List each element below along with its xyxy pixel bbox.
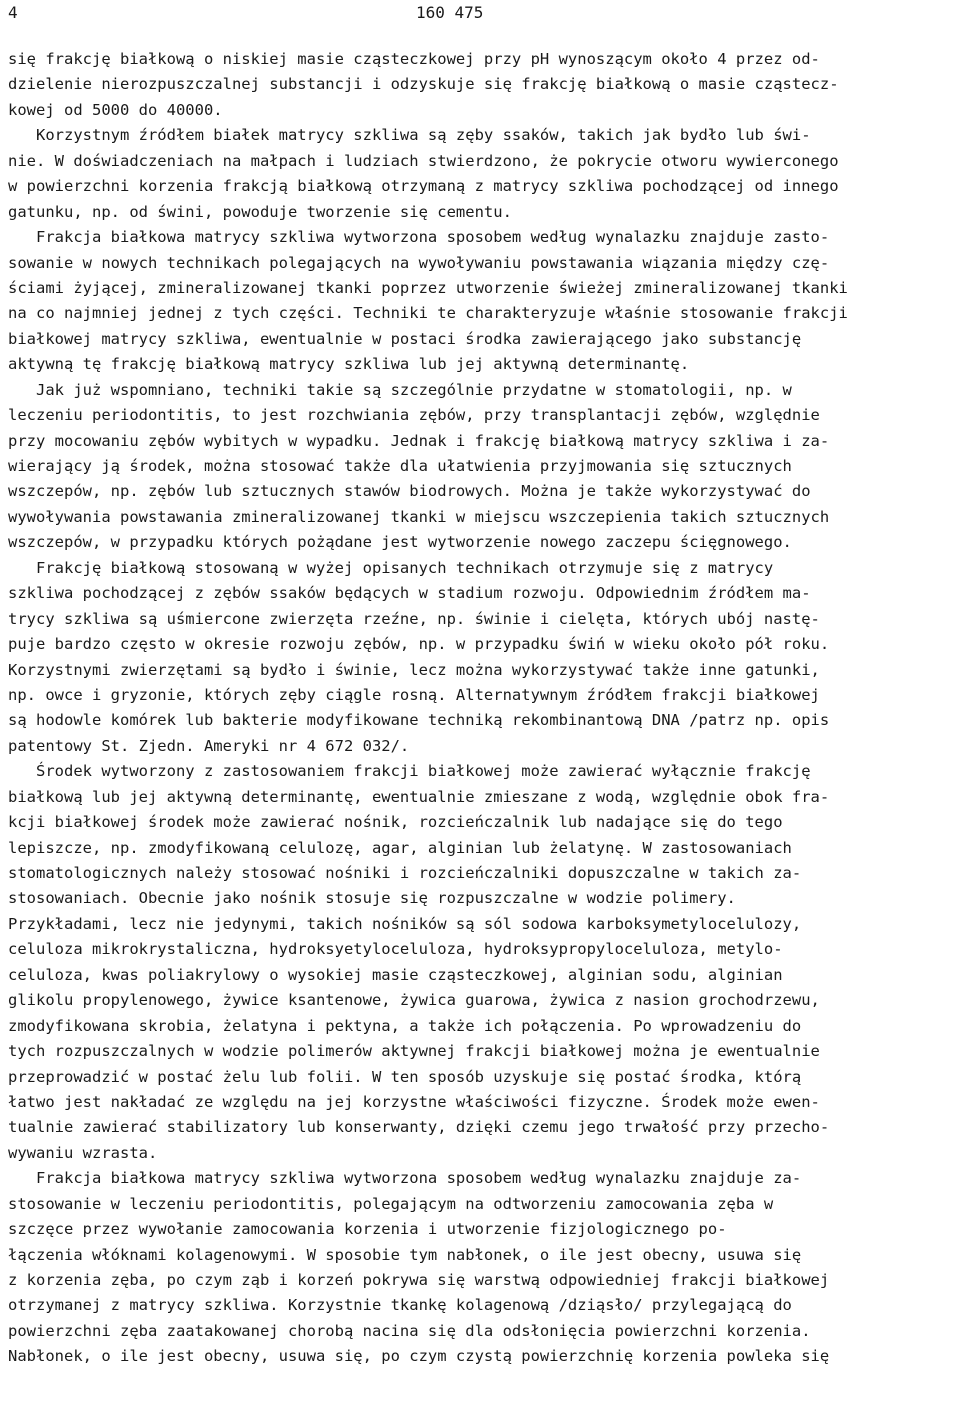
text-line: sowanie w nowych technikach polegających na wywoływaniu powstawania wiązania między czę- [8,253,830,272]
text-line: łączenia włóknami kolagenowymi. W sposobie tym nabłonek, o ile jest obecny, usuwa się [8,1245,802,1264]
text-line: aktywną tę frakcję białkową matrycy szkliwa lub jej aktywną determinantę. [8,355,690,374]
text-line: przeprowadzić w postać żelu lub folii. W ten sposób uzyskuje się postać środka, którą [8,1067,802,1086]
text-line: wszczepów, np. zębów lub sztucznych stawów biodrowych. Można je także wykorzystywać do [8,482,811,501]
text-line: np. owce i gryzonie, których zęby ciągle rosną. Alternatywnym źródłem frakcji białkowej [8,685,820,704]
text-line: powierzchni zęba zaatakowanej chorobą nacina się dla odsłonięcia powierzchni korzenia. [8,1321,811,1340]
text-line: otrzymanej z matrycy szkliwa. Korzystnie tkankę kolagenową /dziąsło/ przylegającą do [8,1296,792,1315]
text-line: zmodyfikowana skrobia, żelatyna i pektyna, a także ich połączenia. Po wprowadzeniu do [8,1016,802,1035]
text-line: kowej od 5000 do 40000. [8,100,223,119]
text-line: z korzenia zęba, po czym ząb i korzeń pokrywa się warstwą odpowiedniej frakcji białkowej [8,1271,830,1289]
text-line: białkowej matrycy szkliwa, ewentualnie w postaci środka zawierającego jako substancję [8,329,802,348]
text-line: patentowy St. Zjedn. Ameryki nr 4 672 032/. [8,736,410,755]
text-line: kcji białkowej środek może zawierać nośnik, rozcieńczalnik lub nadające się do tego [8,813,783,832]
text-line: Środek wytworzony z zastosowaniem frakcji białkowej może zawierać wyłącznie frakcję [8,762,811,781]
text-line: leczeniu periodontitis, to jest rozchwiania zębów, przy transplantacji zębów, względnie [8,406,820,425]
text-line: łatwo jest nakładać ze względu na jej korzystne właściwości fizyczne. Środek może ewen- [8,1092,820,1111]
text-line: stosowaniach. Obecnie jako nośnik stosuje się rozpuszczalne w wodzie polimery. [8,889,736,908]
text-line: trycy szkliwa są uśmiercone zwierzęta rzeźne, np. świnie i cielęta, których ubój nastę- [8,609,820,628]
page-number: 4 [8,3,18,22]
text-line: celuloza mikrokrystaliczna, hydroksyetyloceluloza, hydroksypropyloceluloza, metylo- [8,940,783,959]
text-line: wszczepów, w przypadku których pożądane jest wytworzenie nowego zaczepu ścięgnowego. [8,533,792,552]
text-line: Przykładami, lecz nie jedynymi, takich nośników są sól sodowa karboksymetylocelulozy, [8,914,802,933]
text-line: stomatologicznych należy stosować nośniki i rozcieńczalniki dopuszczalne w takich za- [8,864,802,882]
text-line: dzielenie nierozpuszczalnej substancji i odzyskuje się frakcję białkową o masie cząstecz- [8,75,839,94]
text-line: się frakcję białkową o niskiej masie cząsteczkowej przy pH wynoszącym około 4 przez od- [8,50,820,68]
text-line: na co najmniej jednej z tych części. Techniki te charakteryzuje właśnie stosowanie frakcji [8,304,848,323]
text-line: wywoływania powstawania zmineralizowanej tkanki w miejscu wszczepienia takich sztucznych [8,507,830,526]
text-line: stosowanie w leczeniu periodontitis, polegającym na odtworzeniu zamocowania zęba w [8,1194,774,1213]
text-line: tych rozpuszczalnych w wodzie polimerów aktywnej frakcji białkowej można je ewentualnie [8,1042,820,1061]
text-line: lepiszcze, np. zmodyfikowaną celulozę, agar, alginian lub żelatynę. W zastosowaniach [8,838,792,857]
text-line: Frakcja białkowa matrycy szkliwa wytworzona sposobem według wynalazku znajduje zasto- [8,228,830,247]
text-line: wierający ją środek, można stosować także dla ułatwienia przyjmowania się sztucznych [8,457,792,475]
text-line: białkową lub jej aktywną determinantę, ewentualnie zmieszane z wodą, względnie obok fra- [8,787,830,806]
text-line: puje bardzo często w okresie rozwoju zębów, np. w przypadku świń w wieku około pół roku. [8,635,830,654]
text-line: przy mocowaniu zębów wybitych w wypadku. Jednak i frakcję białkową matrycy szkliwa i za- [8,431,830,450]
text-line: szczęce przez wywołanie zamocowania korzenia i utworzenie fizjologicznego po- [8,1220,727,1239]
text-line: Frakcję białkową stosowaną w wyżej opisanych technikach otrzymuje się z matrycy [8,558,774,577]
text-line: Nabłonek, o ile jest obecny, usuwa się, po czym czystą powierzchnię korzenia powleka się [8,1347,830,1366]
text-line: szkliwa pochodzącej z zębów ssaków będących w stadium rozwoju. Odpowiednim źródłem ma- [8,584,811,603]
text-line: glikolu propylenowego, żywice ksantenowe, żywica guarowa, żywica z nasion grochodrzewu, [8,991,820,1010]
text-line: w powierzchni korzenia frakcją białkową otrzymaną z matrycy szkliwa pochodzącej od innego [8,177,839,196]
text-line: Korzystnymi zwierzętami są bydło i świnie, lecz można wykorzystywać także inne gatunki, [8,660,820,679]
text-line: Frakcja białkowa matrycy szkliwa wytworzona sposobem według wynalazku znajduje za- [8,1169,802,1188]
text-line: Jak już wspomniano, techniki takie są szczególnie przydatne w stomatologii, np. w [8,380,792,399]
body-text [8,47,956,1370]
text-line: nie. W doświadczeniach na małpach i ludziach stwierdzono, że pokrycie otworu wywierconego [8,151,839,170]
text-line: tualnie zawierać stabilizatory lub konserwanty, dzięki czemu jego trwałość przy przecho- [8,1118,830,1137]
text-line: Korzystnym źródłem białek matrycy szkliwa są zęby ssaków, takich jak bydło lub świ- [8,126,811,145]
text-line: gatunku, np. od świni, powoduje tworzenie się cementu. [8,202,512,221]
text-line: są hodowle komórek lub bakterie modyfikowane techniką rekombinantową DNA /patrz np. opis [8,711,830,730]
text-line: celuloza, kwas poliakrylowy o wysokiej masie cząsteczkowej, alginian sodu, alginian [8,965,783,984]
text-line: wywaniu wzrasta. [8,1143,158,1162]
document-number: 160 475 [416,3,484,22]
text-line: ściami żyjącej, zmineralizowanej tkanki poprzez utworzenie świeżej zmineralizowanej tkanki [8,278,848,297]
